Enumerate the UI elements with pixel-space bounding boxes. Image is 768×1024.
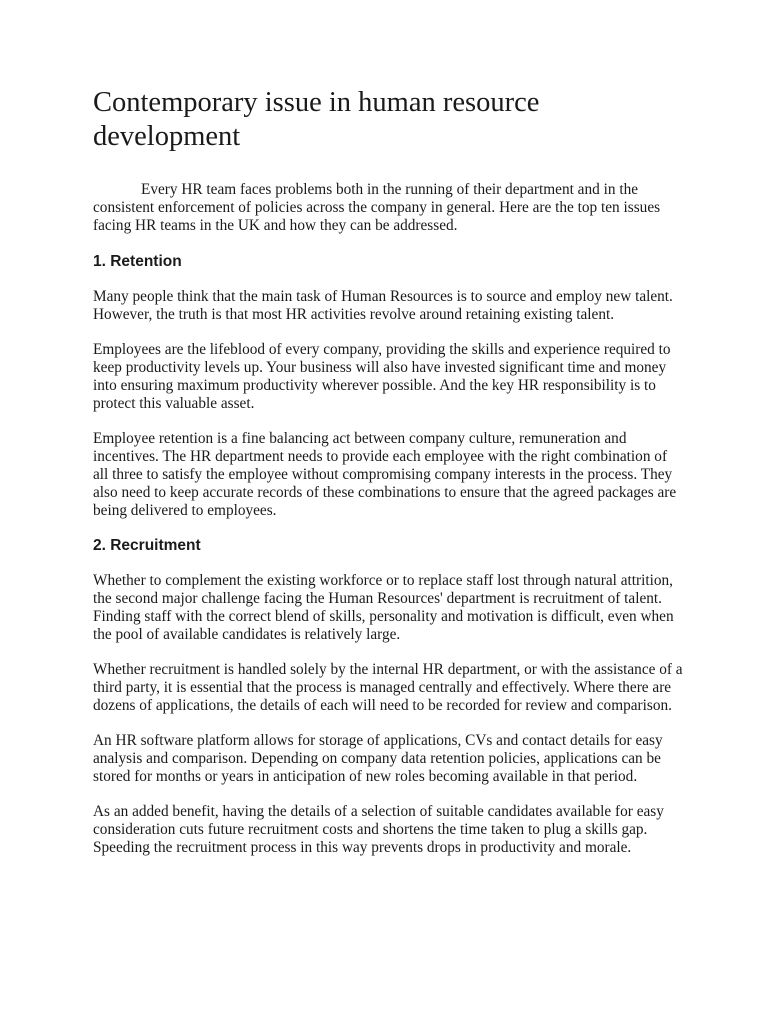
document-title: Contemporary issue in human resource development — [93, 87, 540, 152]
document-body — [93, 86, 683, 874]
section-heading-recruitment: 2. Recruitment — [93, 537, 201, 554]
retention-paragraph-3: Employee retention is a fine balancing act between company culture, remuneration and incentives. The HR department needs to provide each employee with the right combination of all three to satisfy the employee without compromising company interests in the process. They also need to keep accurate records of these combinations to ensure that the agreed packages are being delivered to employees. — [93, 430, 677, 519]
retention-paragraph-1: Many people think that the main task of Human Resources is to source and employ new talent. However, the truth is that most HR activities revolve around retaining existing talent. — [93, 288, 673, 323]
recruitment-paragraph-2: Whether recruitment is handled solely by the internal HR department, or with the assistance of a third party, it is essential that the process is managed centrally and effectively. Where there are dozens of applications, the details of each will need to be recorded for review and comparison. — [93, 661, 683, 714]
retention-paragraph-2: Employees are the lifeblood of every company, providing the skills and experience required to keep productivity levels up. Your business will also have invested significant time and money into ensuring maximum productivity wherever possible. And the key HR responsibility is to protect this valuable asset. — [93, 341, 671, 412]
recruitment-paragraph-1: Whether to complement the existing workforce or to replace staff lost through natural attrition, the second major challenge facing the Human Resources' department is recruitment of talent. Finding staff with the correct blend of skills, personality and motivation is difficult, even when the pool of available candidates is relatively large. — [93, 572, 674, 643]
recruitment-paragraph-4: As an added benefit, having the details of a selection of suitable candidates available for easy consideration cuts future recruitment costs and shortens the time taken to plug a skills gap. Speeding the recruitment process in this way prevents drops in productivity and morale. — [93, 803, 664, 856]
section-heading-retention: 1. Retention — [93, 253, 182, 270]
recruitment-paragraph-3: An HR software platform allows for storage of applications, CVs and contact details for easy analysis and comparison. Depending on company data retention policies, applications can be stored for months or years in anticipation of new roles becoming available in that period. — [93, 732, 663, 785]
intro-paragraph: Every HR team faces problems both in the running of their department and in the consistent enforcement of policies across the company in general. Here are the top ten issues facing HR teams in the UK and how they can be addressed. — [93, 181, 661, 234]
